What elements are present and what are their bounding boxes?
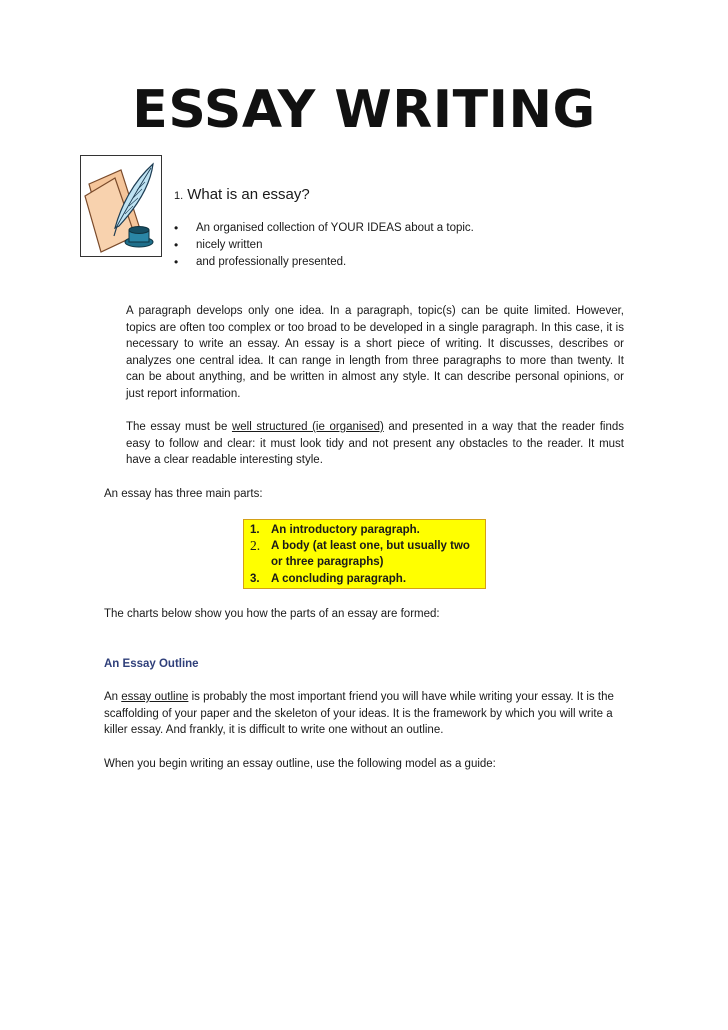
bullet-item: • An organised collection of YOUR IDEAS about a topic. <box>174 220 474 237</box>
paragraph-structure-start: The essay must be <box>126 421 232 433</box>
bullet-item: • nicely written <box>174 237 474 254</box>
model-intro: When you begin writing an essay outline, use the following model as a guide: <box>104 758 496 770</box>
list-number: 2. <box>250 538 261 554</box>
paragraph-structure-end: and presented in a way that the reader finds easy to follow and clear: it must look tidy and not present any obstacles to the reader. It must have a clear readable interesting style. <box>126 421 624 467</box>
bullet-item: • and professionally presented. <box>174 254 474 271</box>
paragraph-outline-end: is probably the most important friend you will have while writing your essay. It is the scaffolding of your paper and the skeleton of your ideas. It is the framework by which you will write a killer essay. And frankly, it is difficult to write one without an outline. <box>104 691 614 737</box>
list-item <box>250 571 479 587</box>
list-item-text: A concluding paragraph. <box>271 572 407 585</box>
paragraph-definition: A paragraph develops only one idea. In a paragraph, topic(s) can be quite limited. However, topics are often too complex or too broad to be developed in a single paragraph. In this case, it is necessary to write an essay. An essay is a short piece of writing. It discusses, describes or analyzes one central idea. It can range in length from three paragraphs to more than twenty. It can be about anything, and be written in almost any style. It can describe personal opinions, or just report information. <box>126 305 624 400</box>
list-item <box>250 522 479 538</box>
list-item-text: A body (at least one, but usually two or three paragraphs) <box>271 540 470 569</box>
essay-parts-highlight-box <box>243 519 486 589</box>
paragraph-outline-start: An <box>104 691 122 703</box>
underlined-phrase: well structured (ie organised) <box>231 421 384 433</box>
page-title: ESSAY WRITING <box>132 80 596 140</box>
outline-heading: An Essay Outline <box>104 658 199 670</box>
quill-pen-inkpot-paper-icon <box>80 155 162 257</box>
essay-outline-link[interactable]: essay outline <box>121 691 189 703</box>
list-number: 3. <box>250 572 260 585</box>
essay-parts-list <box>250 522 479 587</box>
section-heading-text: What is an essay? <box>187 186 310 203</box>
section-number: 1. <box>174 190 184 202</box>
paragraph-outline <box>104 689 624 739</box>
paragraph-structure <box>126 419 624 469</box>
parts-intro: An essay has three main parts: <box>104 488 263 500</box>
list-number: 1. <box>250 524 260 536</box>
charts-intro: The charts below show you how the parts of an essay are formed: <box>104 608 440 620</box>
list-item-text: An introductory paragraph. <box>271 524 420 536</box>
list-item <box>250 538 479 570</box>
section-heading <box>174 185 310 206</box>
definition-bullet-list <box>174 220 474 271</box>
